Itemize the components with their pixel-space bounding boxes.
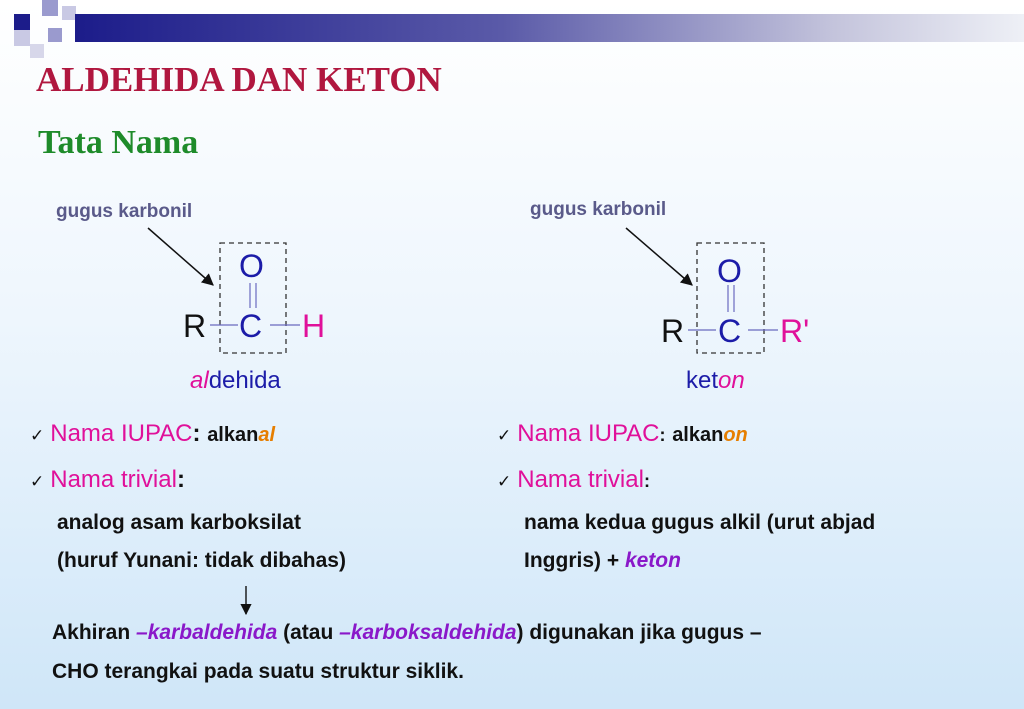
aldehyde-carbonyl-label: gugus karbonil bbox=[56, 201, 193, 222]
right-iupac-item: ✓ Nama IUPAC: alkanon bbox=[497, 420, 748, 447]
left-trivial-line-2: (huruf Yunani: tidak dibahas) bbox=[57, 549, 346, 572]
left-trivial-item: ✓ Nama trivial: bbox=[30, 466, 185, 493]
page-subtitle: Tata Nama bbox=[38, 124, 199, 161]
aldehyde-atom-c: C bbox=[239, 308, 263, 344]
ketone-atom-r: R bbox=[661, 313, 685, 349]
ketone-pointer-arrow bbox=[626, 228, 692, 285]
aldehyde-name: aldehida bbox=[190, 367, 281, 394]
right-trivial-line-2: Inggris) + keton bbox=[524, 549, 681, 572]
aldehyde-pointer-arrow bbox=[148, 228, 213, 285]
check-icon: ✓ bbox=[497, 472, 512, 491]
ketone-atom-c: C bbox=[718, 313, 742, 349]
aldehyde-atom-r: R bbox=[183, 308, 207, 344]
check-icon: ✓ bbox=[30, 472, 45, 491]
ketone-name: keton bbox=[686, 367, 745, 394]
ketone-atom-o: O bbox=[717, 253, 742, 289]
ketone-atom-r2: R' bbox=[780, 313, 810, 349]
left-trivial-line-1: analog asam karboksilat bbox=[57, 511, 301, 534]
left-iupac-item: ✓ Nama IUPAC: alkanal bbox=[30, 420, 276, 447]
aldehyde-atom-o: O bbox=[239, 248, 264, 284]
aldehyde-atom-h: H bbox=[302, 308, 326, 344]
check-icon: ✓ bbox=[497, 426, 512, 445]
right-trivial-line-1: nama kedua gugus alkil (urut abjad bbox=[524, 511, 876, 534]
right-trivial-item: ✓ Nama trivial: bbox=[497, 466, 650, 493]
note-line-1: Akhiran –karbaldehida (atau –karboksaldehida) digunakan jika gugus – bbox=[52, 621, 762, 644]
note-line-2: CHO terangkai pada suatu struktur siklik. bbox=[52, 660, 464, 683]
check-icon: ✓ bbox=[30, 426, 45, 445]
page-title: ALDEHIDA DAN KETON bbox=[36, 60, 442, 99]
ketone-carbonyl-label: gugus karbonil bbox=[530, 199, 667, 220]
